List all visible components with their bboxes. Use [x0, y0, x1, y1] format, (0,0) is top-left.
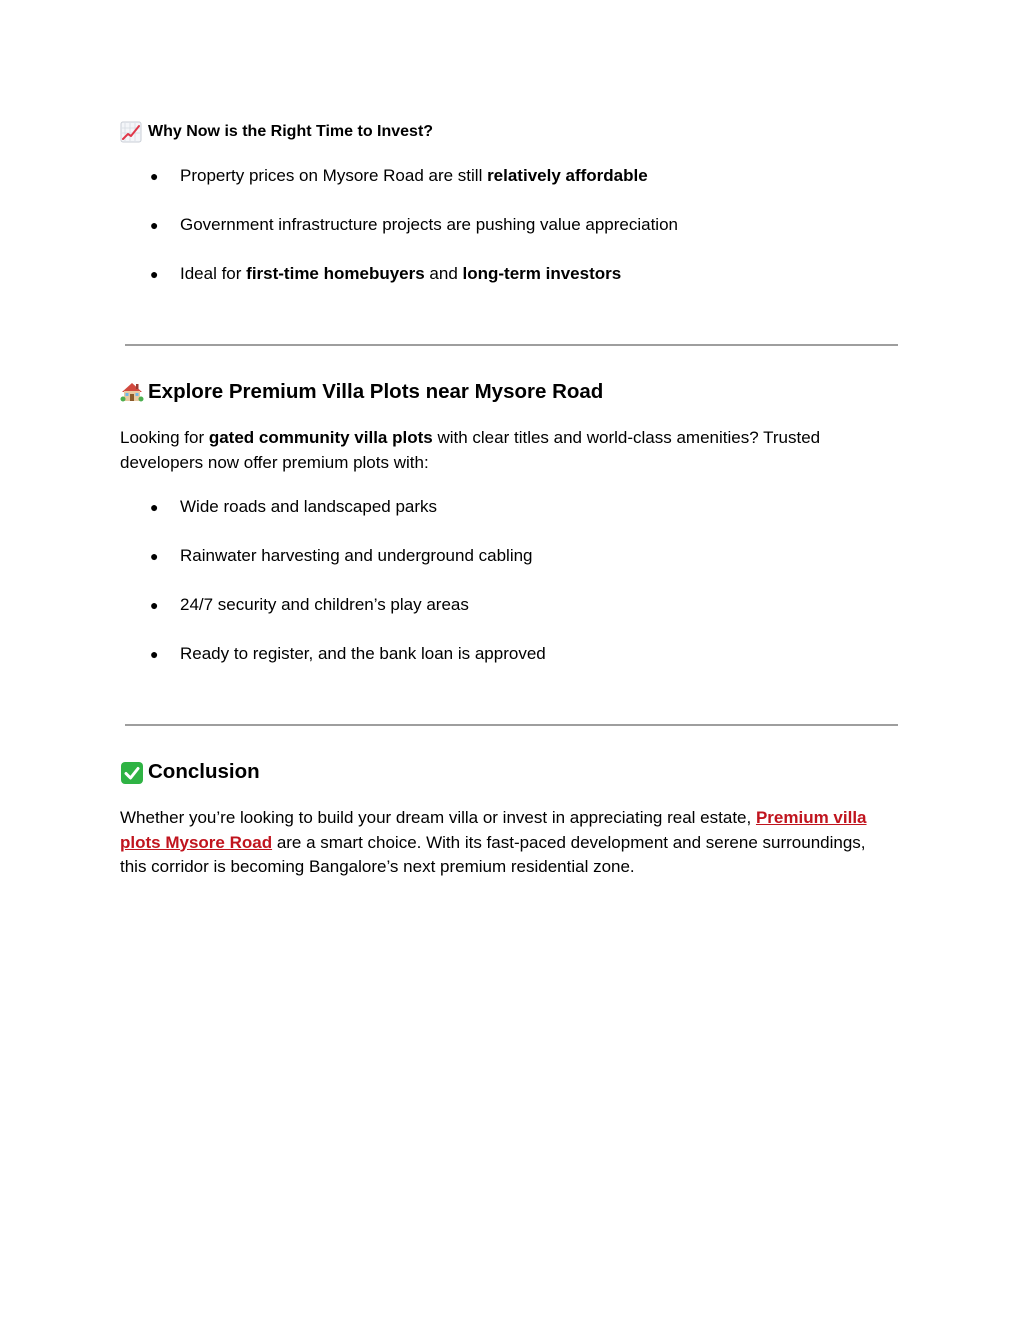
house-with-garden-icon — [120, 381, 142, 403]
section-heading-text: Conclusion — [148, 760, 260, 783]
section-heading-text: Why Now is the Right Time to Invest? — [148, 123, 434, 140]
bullet-icon: ● — [150, 646, 159, 662]
section-heading-conclusion — [120, 759, 260, 785]
bullet-icon: ● — [150, 217, 159, 233]
section-heading-text: Explore Premium Villa Plots near Mysore Road — [148, 380, 604, 403]
bullet-icon: ● — [150, 266, 159, 282]
bullet-icon: ● — [150, 499, 159, 515]
bullet-icon: ● — [150, 548, 159, 564]
chart-increasing-icon — [120, 121, 142, 143]
section-heading-invest — [120, 121, 433, 143]
section-heading-explore — [120, 379, 603, 405]
bullet-icon: ● — [150, 597, 159, 613]
premium-villa-plots-link[interactable]: Premium villa plots Mysore Road — [120, 808, 867, 852]
check-mark-button-icon — [120, 761, 142, 783]
horizontal-divider — [125, 344, 898, 346]
conclusion-paragraph: Whether you’re looking to build your dream villa or invest in appreciating real estate, Premium villa plots Mysore Road are a smart choice. With its fast-paced development and serene surroundings, this corridor is becoming Bangalore’s next premium residential zone. — [120, 808, 867, 876]
bullet-icon: ● — [150, 168, 159, 184]
intro-paragraph: Looking for gated community villa plots with clear titles and world-class amenities? Trusted developers now offer premium plots with: — [120, 428, 821, 472]
horizontal-divider — [125, 724, 898, 726]
